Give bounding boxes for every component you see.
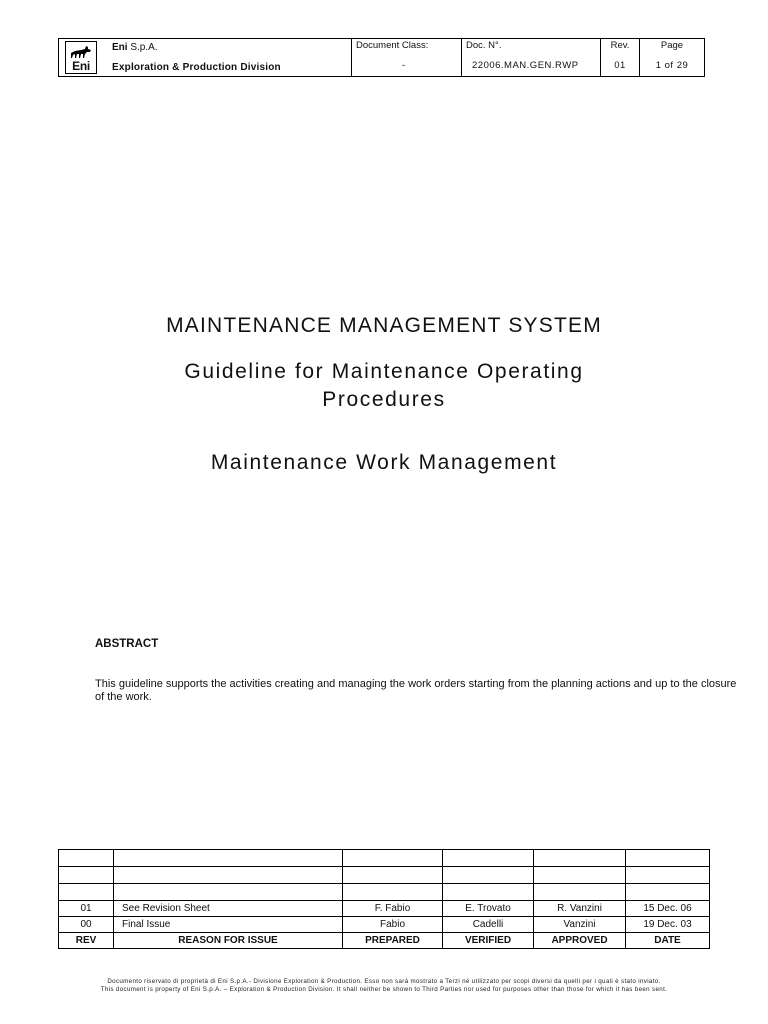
- abstract-heading: ABSTRACT: [95, 638, 159, 650]
- rev-cell: [59, 850, 114, 867]
- prepared-cell: [343, 884, 443, 901]
- date-cell: [626, 850, 710, 867]
- rev-header: REV: [59, 933, 114, 949]
- rev-cell: [59, 884, 114, 901]
- reason-cell: Final Issue: [114, 917, 343, 933]
- approved-cell: [534, 884, 626, 901]
- revision-table: [58, 849, 710, 949]
- prepared-cell: [343, 867, 443, 884]
- verified-cell: [443, 884, 534, 901]
- page-label: Page: [660, 40, 684, 51]
- date-header: DATE: [626, 933, 710, 949]
- rev-cell: [59, 867, 114, 884]
- company-name-block: [112, 38, 281, 78]
- date-cell: [626, 884, 710, 901]
- revision-value: 01: [614, 60, 626, 71]
- verified-cell: [443, 850, 534, 867]
- reason-cell: [114, 884, 343, 901]
- document-topic: Maintenance Work Management: [210, 451, 558, 474]
- date-cell: 15 Dec. 06: [626, 901, 710, 917]
- document-number-label: Doc. N°.: [466, 40, 502, 51]
- abstract-text: This guideline supports the activities creating and managing the work orders starting from the planning actions and up to the closure of the work.: [95, 678, 737, 703]
- table-header-row: [59, 933, 710, 949]
- verified-cell: E. Trovato: [443, 901, 534, 917]
- document-subtitle-line1: Guideline for Maintenance Operating: [184, 360, 584, 383]
- table-row: [59, 901, 710, 917]
- confidentiality-notice-english: This document is property of Eni S.p.A. – Exploration & Production Division. It shall neither be shown to Third Parties nor used for purposes other than those for which it has been sent.: [100, 986, 668, 993]
- approved-cell: R. Vanzini: [534, 901, 626, 917]
- date-cell: [626, 867, 710, 884]
- header-company-cell: [59, 39, 351, 76]
- reason-cell: [114, 850, 343, 867]
- date-cell: 19 Dec. 03: [626, 917, 710, 933]
- page-cell: [639, 39, 704, 76]
- company-name-bold: Eni: [112, 41, 128, 53]
- reason-cell: See Revision Sheet: [114, 901, 343, 917]
- division-name: Exploration & Production Division: [112, 61, 281, 73]
- confidentiality-notice-italian: Documento riservato di proprietà di Eni S.p.A.- Divisione Exploration & Production. Esso non sarà mostrato a Terzi né utilizzato per scopi diversi da quelli per i quali è stato inviato.: [107, 978, 661, 985]
- table-row: [59, 917, 710, 933]
- eni-logo: [65, 41, 97, 74]
- verified-cell: [443, 867, 534, 884]
- approved-cell: Vanzini: [534, 917, 626, 933]
- document-class-cell: [351, 39, 461, 76]
- logo-wordmark: Eni: [72, 59, 90, 73]
- company-name-suffix: S.p.A.: [130, 41, 158, 53]
- prepared-header: PREPARED: [343, 933, 443, 949]
- document-title: MAINTENANCE MANAGEMENT SYSTEM: [166, 314, 602, 337]
- document-number-value: 22006.MAN.GEN.RWP: [472, 60, 579, 71]
- reason-cell: [114, 867, 343, 884]
- prepared-cell: [343, 850, 443, 867]
- company-name: [112, 38, 281, 58]
- reason-header: REASON FOR ISSUE: [114, 933, 343, 949]
- revision-label: Rev.: [610, 40, 630, 51]
- prepared-cell: Fabio: [343, 917, 443, 933]
- table-row: [59, 850, 710, 867]
- document-class-value: -: [402, 60, 406, 71]
- six-legged-dog-icon: [69, 44, 93, 60]
- approved-header: APPROVED: [534, 933, 626, 949]
- rev-cell: 00: [59, 917, 114, 933]
- approved-cell: [534, 850, 626, 867]
- table-row: [59, 884, 710, 901]
- document-class-label: Document Class:: [356, 40, 429, 51]
- rev-cell: 01: [59, 901, 114, 917]
- document-number-cell: [461, 39, 600, 76]
- revision-cell: [600, 39, 639, 76]
- approved-cell: [534, 867, 626, 884]
- page-value: 1 of 29: [655, 60, 689, 71]
- prepared-cell: F. Fabio: [343, 901, 443, 917]
- document-header: [58, 38, 705, 77]
- table-row: [59, 867, 710, 884]
- document-subtitle-line2: Procedures: [322, 388, 446, 411]
- verified-header: VERIFIED: [443, 933, 534, 949]
- verified-cell: Cadelli: [443, 917, 534, 933]
- document-subtitle: [0, 358, 768, 414]
